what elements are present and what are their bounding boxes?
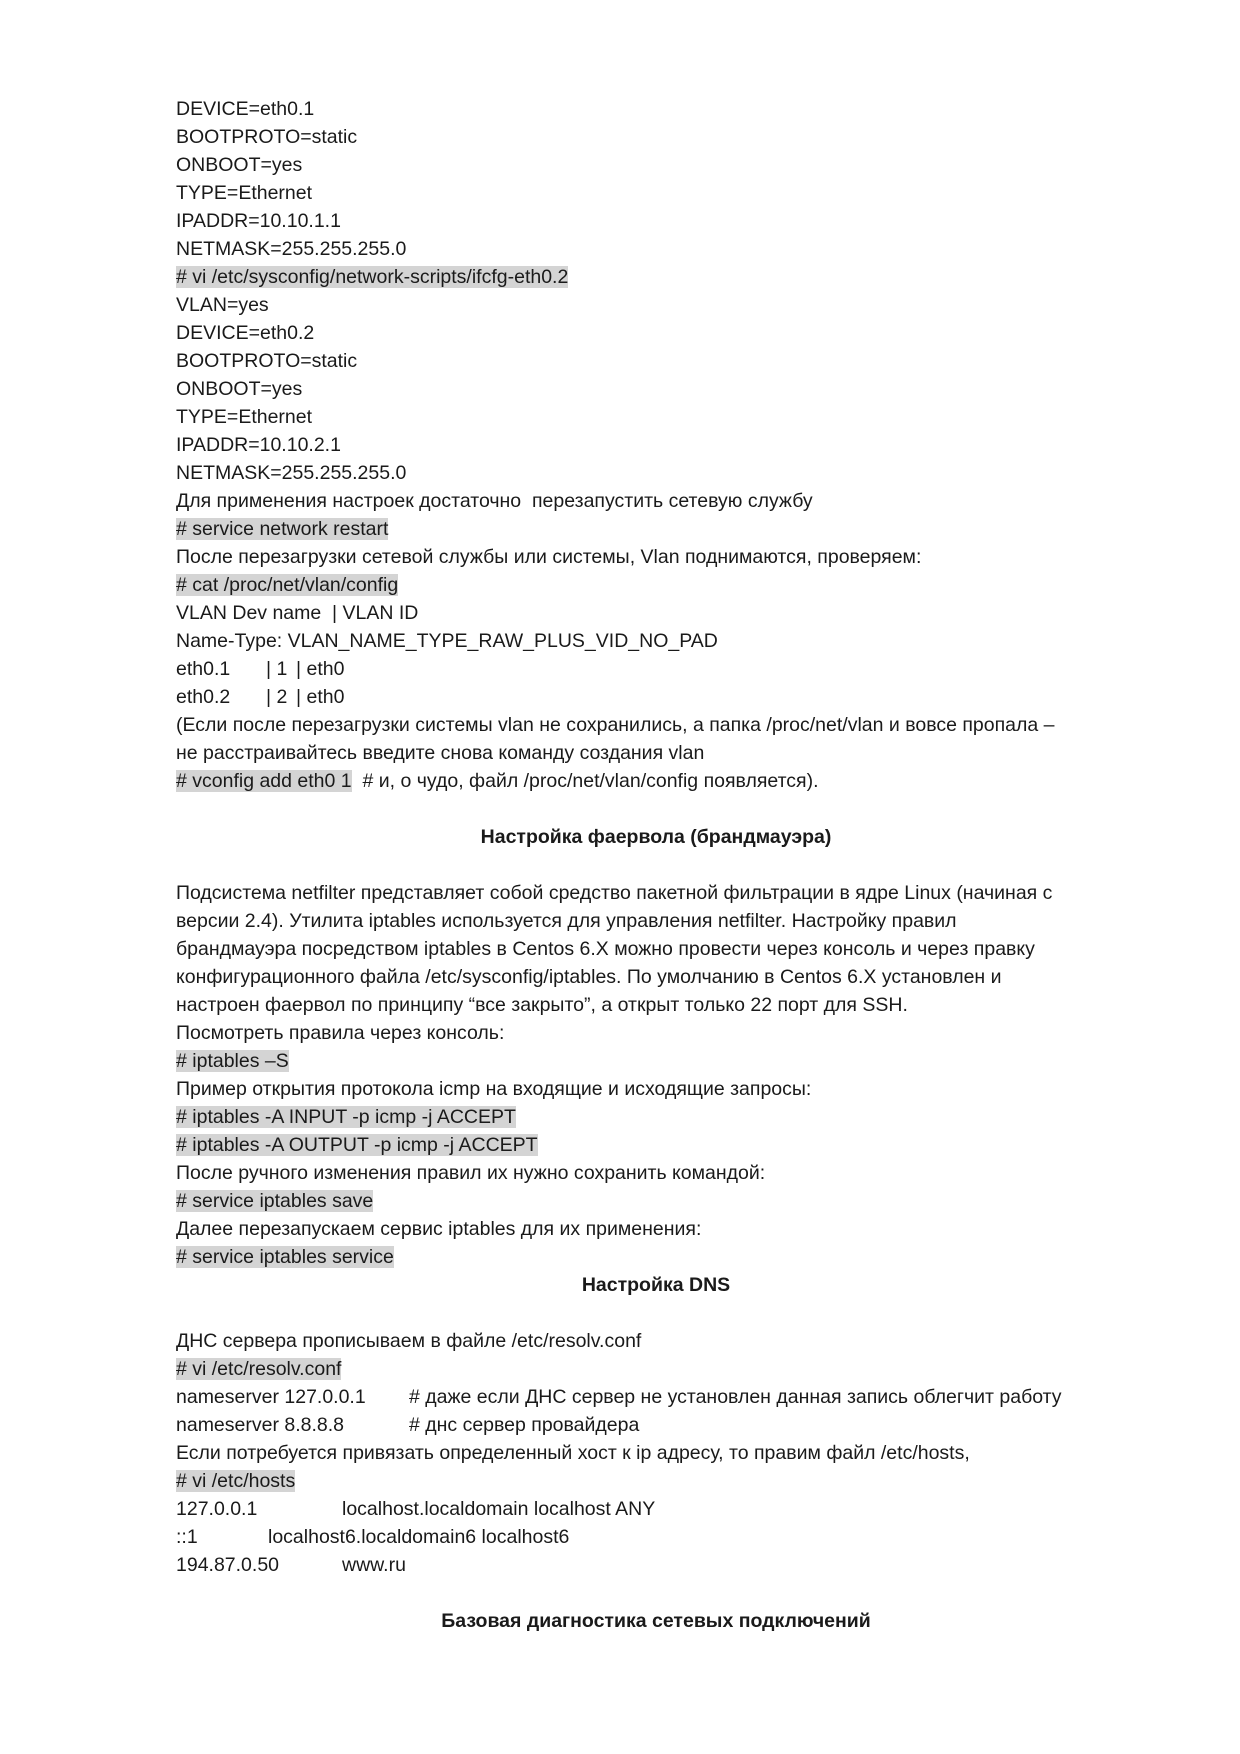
text-note-line-2: не расстраивайтесь введите снова команду создания vlan bbox=[176, 742, 705, 764]
vlan-row-id: | 1 bbox=[266, 658, 288, 680]
vlan-row-dev: eth0.2 bbox=[176, 686, 231, 708]
vlan-row-parent: | eth0 bbox=[296, 686, 345, 708]
firewall-paragraph-line: версии 2.4). Утилита iptables используется для управления netfilter. Настройку правил bbox=[176, 910, 957, 932]
firewall-paragraph-line: настроен фаервол по принципу “все закрыто”, а открыт только 22 порт для SSH. bbox=[176, 994, 908, 1016]
vlan-config-header bbox=[176, 599, 1136, 627]
firewall-paragraph-line: Подсистема netfilter представляет собой средство пакетной фильтрации в ядре Linux (начиная с bbox=[176, 882, 1053, 904]
heading-dns: Настройка DNS bbox=[581, 1274, 731, 1296]
config-line: NETMASK=255.255.255.0 bbox=[176, 462, 407, 484]
command-cat-vlan-config: # cat /proc/net/vlan/config bbox=[176, 574, 399, 596]
command-vi-resolv: # vi /etc/resolv.conf bbox=[176, 1358, 342, 1380]
config-line: NETMASK=255.255.255.0 bbox=[176, 238, 407, 260]
vlan-row bbox=[176, 655, 1136, 683]
resolv-entry: nameserver 8.8.8.8 bbox=[176, 1414, 345, 1436]
config-line: TYPE=Ethernet bbox=[176, 406, 313, 428]
heading-firewall: Настройка фаервола (брандмауэра) bbox=[480, 826, 832, 848]
config-line: DEVICE=eth0.2 bbox=[176, 322, 315, 344]
vlan-row bbox=[176, 683, 1136, 711]
hosts-line bbox=[176, 1523, 1136, 1551]
document-body bbox=[176, 95, 1136, 1635]
command-network-restart: # service network restart bbox=[176, 518, 389, 540]
config-line: BOOTPROTO=static bbox=[176, 126, 358, 148]
vlan-header-id: | VLAN ID bbox=[332, 602, 419, 624]
vlan-row-parent: | eth0 bbox=[296, 658, 345, 680]
command-iptables-input: # iptables -A INPUT -p icmp -j ACCEPT bbox=[176, 1106, 516, 1128]
config-line: IPADDR=10.10.2.1 bbox=[176, 434, 341, 456]
command-ifcfg: # vi /etc/sysconfig/network-scripts/ifcfg-eth0.2 bbox=[176, 266, 569, 288]
config-line: BOOTPROTO=static bbox=[176, 350, 358, 372]
config-line: IPADDR=10.10.1.1 bbox=[176, 210, 341, 232]
heading-diagnostics: Базовая диагностика сетевых подключений bbox=[441, 1610, 871, 1632]
text-view-rules: Посмотреть правила через консоль: bbox=[176, 1022, 505, 1044]
hosts-names: www.ru bbox=[342, 1554, 406, 1576]
hosts-line bbox=[176, 1551, 1136, 1579]
vlan-header-devname: VLAN Dev name bbox=[176, 602, 322, 624]
command-vconfig: # vconfig add eth0 1 bbox=[176, 770, 352, 792]
resolv-line bbox=[176, 1411, 1136, 1439]
config-line: VLAN=yes bbox=[176, 294, 269, 316]
text-after-reboot: После перезагрузки сетевой службы или системы, Vlan поднимаются, проверяем: bbox=[176, 546, 922, 568]
command-iptables-s: # iptables –S bbox=[176, 1050, 289, 1072]
config-line: ONBOOT=yes bbox=[176, 154, 303, 176]
hosts-line bbox=[176, 1495, 1136, 1523]
text-icmp-example: Пример открытия протокола icmp на входящие и исходящие запросы: bbox=[176, 1078, 812, 1100]
hosts-ip: 127.0.0.1 bbox=[176, 1498, 258, 1520]
vlan-name-type: Name-Type: VLAN_NAME_TYPE_RAW_PLUS_VID_NO_PAD bbox=[176, 630, 718, 652]
text-note-line-1: (Если после перезагрузки системы vlan не сохранились, а папка /proc/net/vlan и вовсе пропала – bbox=[176, 714, 1055, 736]
config-line: DEVICE=eth0.1 bbox=[176, 98, 315, 120]
text-restart-service: Далее перезапускаем сервис iptables для их применения: bbox=[176, 1218, 702, 1240]
resolv-entry: nameserver 127.0.0.1 bbox=[176, 1386, 366, 1408]
command-iptables-service: # service iptables service bbox=[176, 1246, 394, 1268]
vconfig-comment: # и, о чудо, файл /proc/net/vlan/config появляется). bbox=[351, 770, 819, 792]
config-line: TYPE=Ethernet bbox=[176, 182, 313, 204]
firewall-paragraph-line: брандмауэра посредством iptables в Centos 6.X можно провести через консоль и через правку bbox=[176, 938, 1035, 960]
vconfig-line bbox=[176, 767, 1136, 795]
text-hosts: Если потребуется привязать определенный хост к ip адресу, то правим файл /etc/hosts, bbox=[176, 1442, 970, 1464]
hosts-ip: ::1 bbox=[176, 1526, 198, 1548]
hosts-names: localhost6.localdomain6 localhost6 bbox=[268, 1526, 570, 1548]
text-save-rules: После ручного изменения правил их нужно сохранить командой: bbox=[176, 1162, 766, 1184]
resolv-line bbox=[176, 1383, 1136, 1411]
resolv-comment: # даже если ДНС сервер не установлен данная запись облегчит работу bbox=[409, 1386, 1062, 1408]
hosts-ip: 194.87.0.50 bbox=[176, 1554, 280, 1576]
hosts-names: localhost.localdomain localhost ANY bbox=[342, 1498, 656, 1520]
command-vi-hosts: # vi /etc/hosts bbox=[176, 1470, 296, 1492]
firewall-paragraph-line: конфигурационного файла /etc/sysconfig/iptables. По умолчанию в Centos 6.X установлен и bbox=[176, 966, 1002, 988]
config-line: ONBOOT=yes bbox=[176, 378, 303, 400]
vlan-row-id: | 2 bbox=[266, 686, 288, 708]
resolv-comment: # днс сервер провайдера bbox=[409, 1414, 640, 1436]
text-apply: Для применения настроек достаточно перезапустить сетевую службу bbox=[176, 490, 813, 512]
command-iptables-output: # iptables -A OUTPUT -p icmp -j ACCEPT bbox=[176, 1134, 538, 1156]
text-dns-file: ДНС сервера прописываем в файле /etc/resolv.conf bbox=[176, 1330, 642, 1352]
vlan-row-dev: eth0.1 bbox=[176, 658, 231, 680]
command-iptables-save: # service iptables save bbox=[176, 1190, 374, 1212]
